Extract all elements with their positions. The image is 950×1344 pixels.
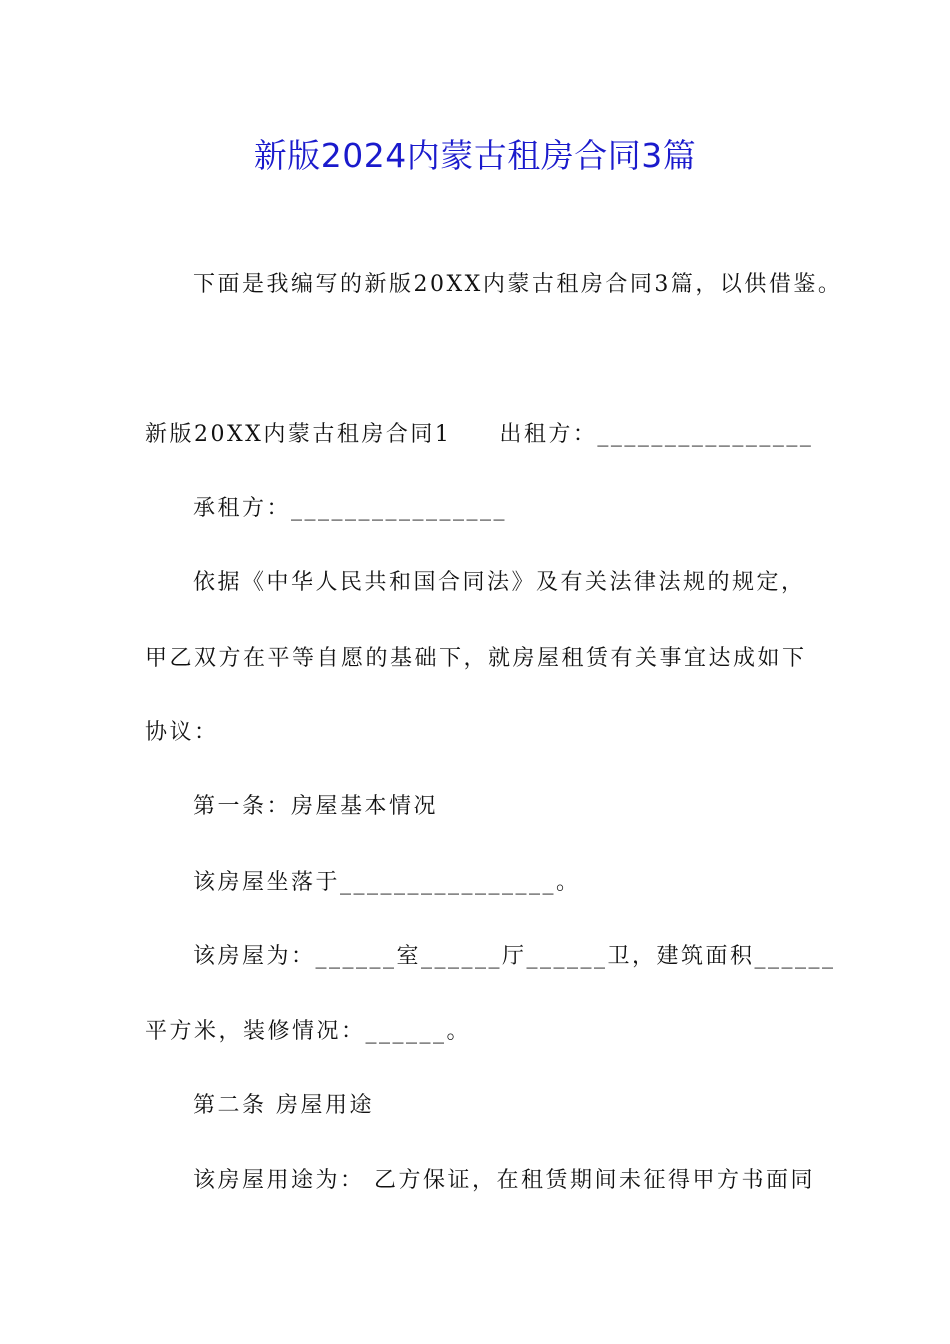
paragraph-line: 平方米，装修情况：______。	[145, 1019, 472, 1044]
paragraph-line: 依据《中华人民共和国合同法》及有关法律法规的规定，	[193, 570, 806, 595]
paragraph-line: 协议：	[145, 720, 219, 745]
article-heading: 第一条：房屋基本情况	[193, 794, 439, 819]
contract-parties-line	[145, 420, 813, 450]
lessor-field: 出租方：________________	[499, 422, 814, 447]
paragraph-line: 该房屋坐落于________________。	[193, 870, 581, 895]
document-title: 新版2024内蒙古租房合同3篇	[253, 136, 697, 175]
lessee-field: 承租方：________________	[193, 496, 508, 521]
contract-heading: 新版20XX内蒙古租房合同1	[145, 422, 452, 447]
paragraph-line: 该房屋用途为： 乙方保证，在租赁期间未征得甲方书面同	[193, 1168, 815, 1193]
intro-paragraph: 下面是我编写的新版20XX内蒙古租房合同3篇，以供借鉴。	[193, 272, 843, 297]
paragraph-line: 该房屋为：______室______厅______卫，建筑面积______	[193, 944, 836, 969]
paragraph-line: 甲乙双方在平等自愿的基础下，就房屋租赁有关事宜达成如下	[145, 646, 807, 671]
article-heading: 第二条 房屋用途	[193, 1093, 374, 1118]
